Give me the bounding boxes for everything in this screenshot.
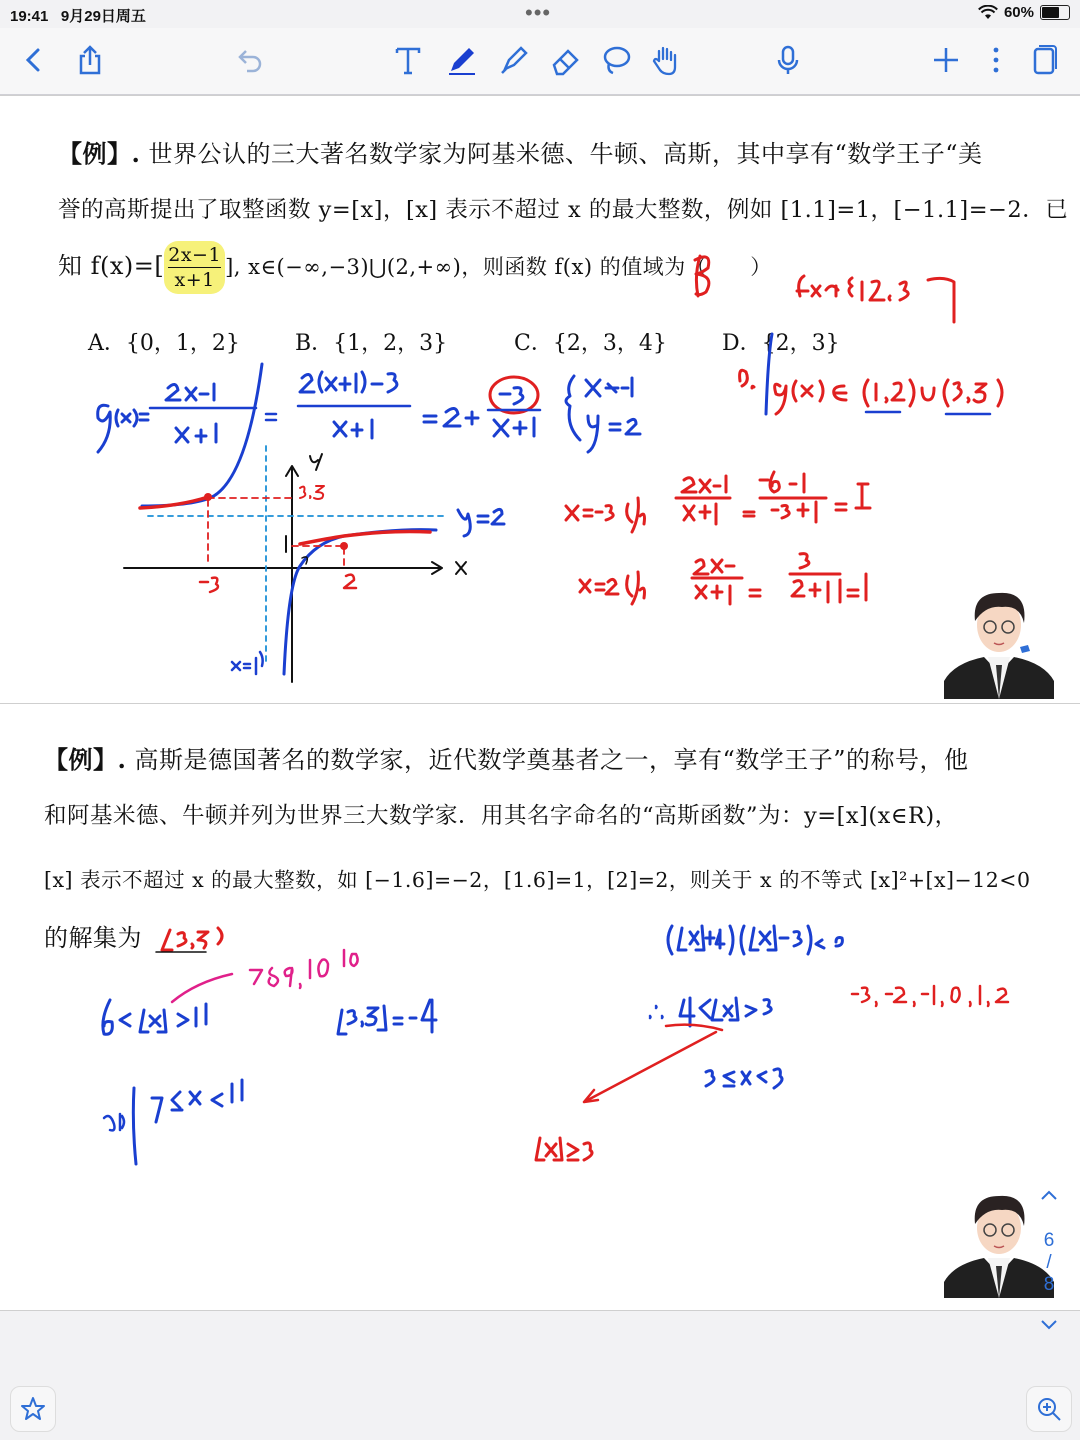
highlighter-button[interactable] xyxy=(492,36,536,84)
highlighter-icon xyxy=(497,43,531,77)
page-down-button[interactable] xyxy=(1036,1316,1062,1338)
handwriting-layer-1 xyxy=(0,96,1080,703)
pen-icon xyxy=(445,43,479,77)
wifi-icon xyxy=(978,5,998,21)
note-toolbar xyxy=(0,28,1080,95)
option-d[interactable]: D．{2，3} xyxy=(722,331,840,356)
option-c[interactable]: C．{2，3，4} xyxy=(514,331,667,356)
eraser-icon xyxy=(548,43,582,77)
status-bar xyxy=(0,0,1080,28)
battery-icon xyxy=(1040,5,1070,20)
add-button[interactable] xyxy=(924,36,968,84)
note-page-2[interactable] xyxy=(0,703,1080,1311)
fraction-denominator: x+1 xyxy=(174,269,215,291)
text-tool-icon xyxy=(391,43,425,77)
back-button[interactable] xyxy=(12,36,56,84)
status-right xyxy=(978,4,1070,21)
favorite-button[interactable] xyxy=(10,1386,56,1432)
lasso-icon xyxy=(599,43,633,77)
fraction-numerator: 2x−1 xyxy=(168,244,222,266)
handwriting-layer-2 xyxy=(0,704,1080,1310)
share-icon xyxy=(73,43,107,77)
question-2-line-4: 的解集为 xyxy=(44,924,142,952)
share-button[interactable] xyxy=(68,36,112,84)
question-2-line-2: 和阿基米德、牛顿并列为世界三大数学家．用其名字命名的“高斯函数”为：y=[x](x∈R)， xyxy=(44,803,958,829)
question-1-line-1: 世界公认的三大著名数学家为阿基米德、牛顿、高斯，其中享有“数学王子“美 xyxy=(148,140,983,168)
pages-button[interactable] xyxy=(1022,36,1066,84)
page-total: 8 xyxy=(1043,1274,1055,1295)
page-current: 6 xyxy=(1043,1230,1055,1251)
lasso-button[interactable] xyxy=(594,36,638,84)
multitask-dots[interactable]: ••• xyxy=(525,0,552,25)
undo-icon xyxy=(233,43,267,77)
page-separator: / xyxy=(1046,1252,1052,1273)
undo-button[interactable] xyxy=(228,36,272,84)
chevron-up-icon xyxy=(1039,1188,1059,1202)
eraser-button[interactable] xyxy=(543,36,587,84)
pages-icon xyxy=(1027,43,1061,77)
question-1-line-3-pre: 知 f(x)=[ xyxy=(58,252,165,280)
question-1-tag: 【例】. xyxy=(58,139,141,168)
page-up-button[interactable] xyxy=(1036,1186,1062,1208)
mic-button[interactable] xyxy=(766,36,810,84)
question-1-line-3-post: ], x∈(−∞,−3)⋃(2,+∞)，则函数 f(x) 的值域为（ ） xyxy=(225,255,772,279)
status-time: 19:41 9月29日周五 xyxy=(10,8,146,25)
hand-icon xyxy=(649,43,683,77)
battery-text: 60% xyxy=(1003,4,1034,21)
star-icon xyxy=(19,1395,47,1423)
back-icon xyxy=(17,43,51,77)
teacher-avatar-1 xyxy=(944,581,1054,699)
note-page-1[interactable] xyxy=(0,95,1080,704)
more-icon xyxy=(979,43,1013,77)
mic-icon xyxy=(771,43,805,77)
zoom-in-icon xyxy=(1035,1395,1063,1423)
more-button[interactable] xyxy=(974,36,1018,84)
question-2-line-3: [x] 表示不超过 x 的最大整数，如 [−1.6]=−2，[1.6]=1，[2]=2，则关于 x 的不等式 [x]²+[x]−12<0 xyxy=(44,868,1031,892)
chevron-down-icon xyxy=(1039,1318,1059,1332)
zoom-button[interactable] xyxy=(1026,1386,1072,1432)
question-2-line-1: 高斯是德国著名的数学家，近代数学奠基者之一，享有“数学王子”的称号，他 xyxy=(134,746,969,774)
pen-tool-button[interactable] xyxy=(440,36,484,84)
add-icon xyxy=(929,43,963,77)
page-indicator xyxy=(1036,1186,1062,1338)
hand-tool-button[interactable] xyxy=(644,36,688,84)
question-2-tag: 【例】. xyxy=(44,745,127,774)
question-1-line-2: 誉的高斯提出了取整函数 y=[x]，[x] 表示不超过 x 的最大整数，例如 [1.1]=1，[−1.1]=−2．已 xyxy=(58,197,1069,223)
text-tool-button[interactable] xyxy=(386,36,430,84)
option-a[interactable]: A．{0，1，2} xyxy=(88,331,240,356)
option-b[interactable]: B．{1，2，3} xyxy=(295,331,448,356)
